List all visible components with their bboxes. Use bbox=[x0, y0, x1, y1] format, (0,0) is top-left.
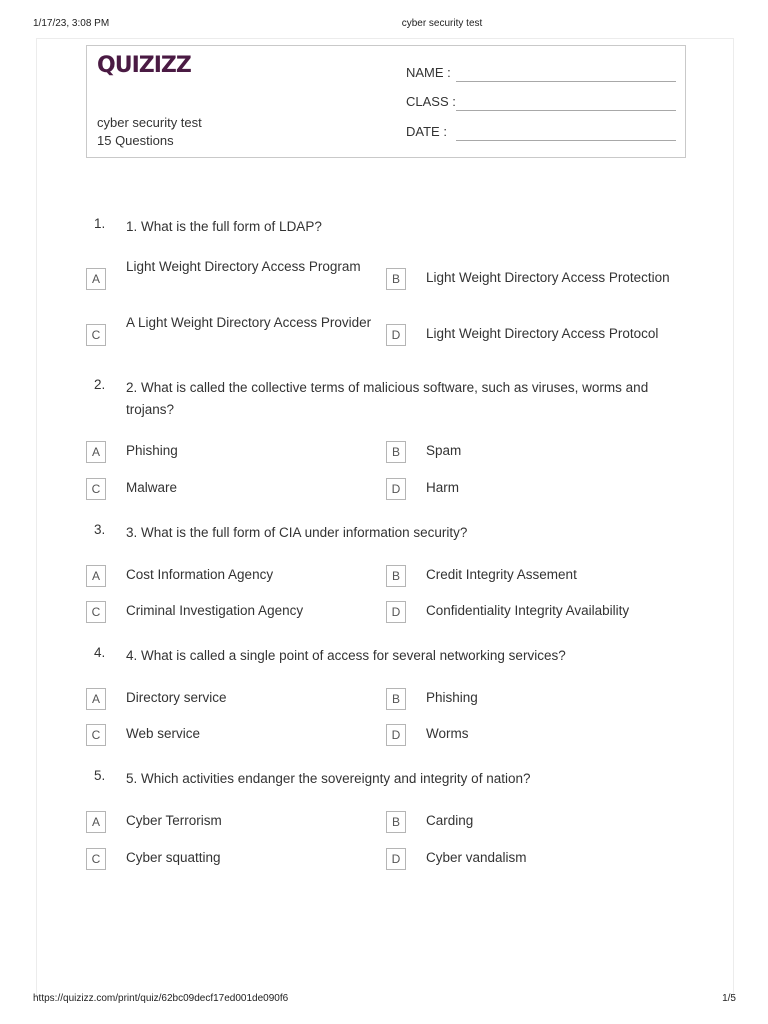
option-letter-box: B bbox=[386, 688, 406, 710]
option-letter-box: B bbox=[386, 565, 406, 587]
option-c bbox=[86, 724, 386, 746]
option-letter-box: A bbox=[86, 565, 106, 587]
option-text: Directory service bbox=[126, 690, 227, 705]
option-text: Harm bbox=[426, 480, 459, 495]
option-text: Cost Information Agency bbox=[126, 567, 274, 582]
option-text: Spam bbox=[426, 443, 462, 458]
print-url: https://quizizz.com/print/quiz/62bc09decf17ed001de090f6 bbox=[33, 993, 289, 1004]
quiz-header-box bbox=[86, 45, 686, 158]
question-text: 4. What is called a single point of access for several networking services? bbox=[126, 648, 566, 663]
name-label: NAME : bbox=[406, 65, 451, 80]
option-text: Light Weight Directory Access Protocol bbox=[426, 326, 659, 341]
print-header bbox=[0, 18, 768, 32]
option-b bbox=[386, 441, 686, 463]
option-b bbox=[386, 268, 686, 290]
option-a bbox=[86, 565, 386, 587]
question-number: 4. bbox=[94, 645, 106, 660]
class-field bbox=[406, 94, 676, 112]
option-c bbox=[86, 601, 386, 623]
option-c bbox=[86, 478, 386, 500]
option-letter-box: A bbox=[86, 268, 106, 290]
option-a bbox=[86, 688, 386, 710]
question-number: 3. bbox=[94, 522, 106, 537]
option-text: Light Weight Directory Access Program bbox=[126, 259, 361, 274]
class-line bbox=[456, 110, 676, 111]
option-letter-box: C bbox=[86, 848, 106, 870]
option-c bbox=[86, 315, 386, 346]
option-text: Phishing bbox=[426, 690, 478, 705]
option-text: Cyber squatting bbox=[126, 850, 221, 865]
option-d bbox=[386, 324, 686, 346]
option-text: Web service bbox=[126, 726, 201, 741]
date-field bbox=[406, 124, 676, 142]
option-b bbox=[386, 811, 686, 833]
option-letter-box: C bbox=[86, 478, 106, 500]
question-text: 5. Which activities endanger the sovereignty and integrity of nation? bbox=[126, 771, 531, 786]
option-letter-box: D bbox=[386, 848, 406, 870]
option-d bbox=[386, 848, 686, 870]
date-line bbox=[456, 140, 676, 141]
option-a bbox=[86, 259, 386, 290]
print-doc-title: cyber security test bbox=[401, 18, 483, 29]
option-letter-box: A bbox=[86, 811, 106, 833]
quiz-title: cyber security test bbox=[97, 115, 202, 130]
name-line bbox=[456, 81, 676, 82]
question-text: 2. What is called the collective terms of malicious software, such as viruses, worms and trojans? bbox=[126, 380, 649, 417]
option-letter-box: C bbox=[86, 724, 106, 746]
option-d bbox=[386, 478, 686, 500]
option-text: Malware bbox=[126, 480, 178, 495]
name-field bbox=[406, 65, 676, 83]
option-letter-box: D bbox=[386, 324, 406, 346]
option-d bbox=[386, 601, 686, 623]
quizizz-logo: QUIZIZZ bbox=[97, 53, 191, 78]
option-letter-box: A bbox=[86, 688, 106, 710]
question-count: 15 Questions bbox=[97, 133, 174, 148]
option-b bbox=[386, 688, 686, 710]
option-letter-box: B bbox=[386, 268, 406, 290]
option-letter-box: D bbox=[386, 478, 406, 500]
option-b bbox=[386, 565, 686, 587]
question-number: 1. bbox=[94, 216, 106, 231]
option-letter-box: A bbox=[86, 441, 106, 463]
option-text: Carding bbox=[426, 813, 474, 828]
question-text: 1. What is the full form of LDAP? bbox=[126, 219, 322, 234]
question-number: 5. bbox=[94, 768, 106, 783]
class-label: CLASS : bbox=[406, 94, 456, 109]
option-text: Light Weight Directory Access Protection bbox=[426, 270, 670, 285]
print-footer bbox=[0, 993, 768, 1007]
option-letter-box: D bbox=[386, 601, 406, 623]
option-text: Cyber vandalism bbox=[426, 850, 527, 865]
option-text: Worms bbox=[426, 726, 469, 741]
option-c bbox=[86, 848, 386, 870]
option-letter-box: D bbox=[386, 724, 406, 746]
option-d bbox=[386, 724, 686, 746]
date-label: DATE : bbox=[406, 124, 447, 139]
option-text: Criminal Investigation Agency bbox=[126, 603, 304, 618]
option-text: Confidentiality Integrity Availability bbox=[426, 603, 630, 618]
option-text: Credit Integrity Assement bbox=[426, 567, 577, 582]
option-text: Phishing bbox=[126, 443, 178, 458]
option-text: Cyber Terrorism bbox=[126, 813, 222, 828]
page-indicator: 1/5 bbox=[722, 993, 736, 1004]
print-datetime: 1/17/23, 3:08 PM bbox=[33, 18, 110, 29]
option-a bbox=[86, 441, 386, 463]
option-letter-box: B bbox=[386, 811, 406, 833]
question-text: 3. What is the full form of CIA under information security? bbox=[126, 525, 468, 540]
question-number: 2. bbox=[94, 377, 106, 392]
option-letter-box: B bbox=[386, 441, 406, 463]
option-text: A Light Weight Directory Access Provider bbox=[126, 315, 372, 330]
option-letter-box: C bbox=[86, 601, 106, 623]
option-a bbox=[86, 811, 386, 833]
option-letter-box: C bbox=[86, 324, 106, 346]
